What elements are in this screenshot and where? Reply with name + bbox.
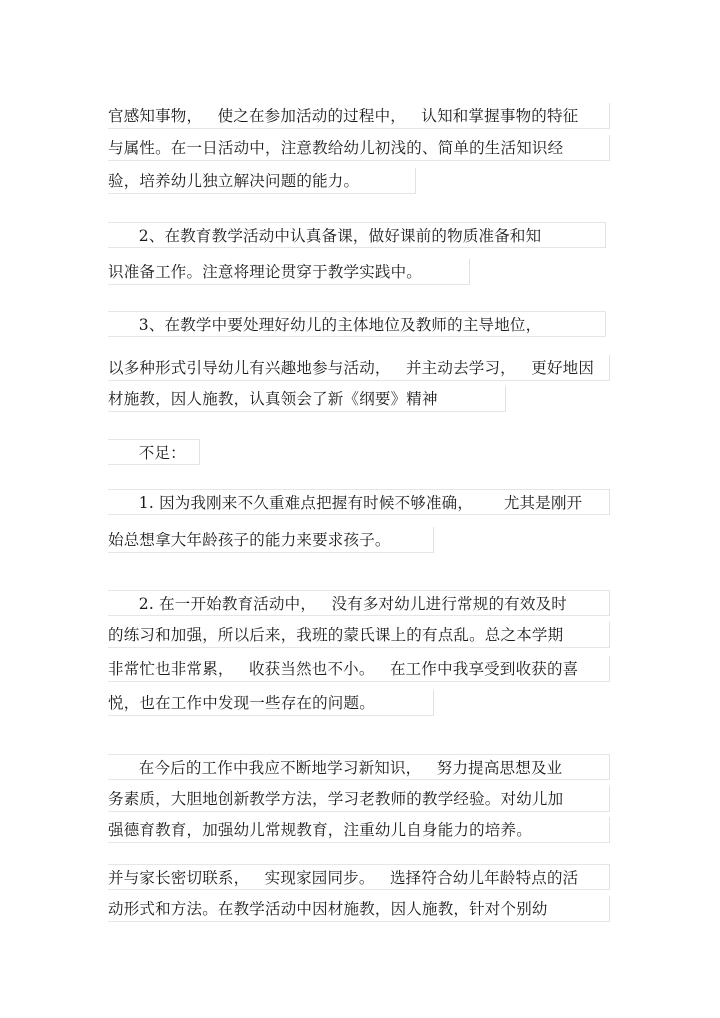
text-line-4: 2、在教育教学活动中认真备课，做好课前的物质准备和知	[108, 222, 606, 248]
text-line-1: 官感知事物， 使之在参加活动的过程中， 认知和掌握事物的特征	[108, 103, 610, 129]
text-line-2: 与属性。在一日活动中，注意教给幼儿初浅的、简单的生活知识经	[108, 135, 610, 161]
text-line-11: 始总想拿大年龄孩子的能力来要求孩子。	[108, 527, 434, 553]
text-line-19: 并与家长密切联系， 实现家园同步。 选择符合幼儿年龄特点的活	[108, 864, 610, 890]
text-line-6: 3、在教学中要处理好幼儿的主体地位及教师的主导地位，	[108, 311, 606, 337]
text-line-15: 悦，也在工作中发现一些存在的问题。	[108, 690, 434, 716]
text-line-17: 务素质，大胆地创新教学方法，学习老教师的教学经验。对幼儿加	[108, 786, 610, 812]
text-line-10: 1. 因为我刚来不久重难点把握有时候不够准确， 尤其是刚开	[108, 489, 610, 515]
text-line-8: 材施教，因人施教，认真领会了新《纲要》精神	[108, 386, 506, 412]
text-line-3: 验，培养幼儿独立解决问题的能力。	[108, 168, 416, 194]
text-line-16: 在今后的工作中我应不断地学习新知识， 努力提高思想及业	[108, 754, 610, 780]
text-line-14: 非常忙也非常累， 收获当然也不小。 在工作中我享受到收获的喜	[108, 656, 610, 682]
text-line-5: 识准备工作。注意将理论贯穿于教学实践中。	[108, 259, 470, 285]
text-line-7: 以多种形式引导幼儿有兴趣地参与活动， 并主动去学习， 更好地因	[108, 355, 610, 381]
text-line-9: 不足：	[108, 439, 200, 465]
text-line-18: 强德育教育，加强幼儿常规教育，注重幼儿自身能力的培养。	[108, 817, 610, 843]
text-line-20: 动形式和方法。在教学活动中因材施教，因人施教，针对个别幼	[108, 896, 610, 922]
text-line-13: 的练习和加强，所以后来，我班的蒙氏课上的有点乱。总之本学期	[108, 622, 610, 648]
text-line-12: 2. 在一开始教育活动中， 没有多对幼儿进行常规的有效及时	[108, 590, 610, 616]
